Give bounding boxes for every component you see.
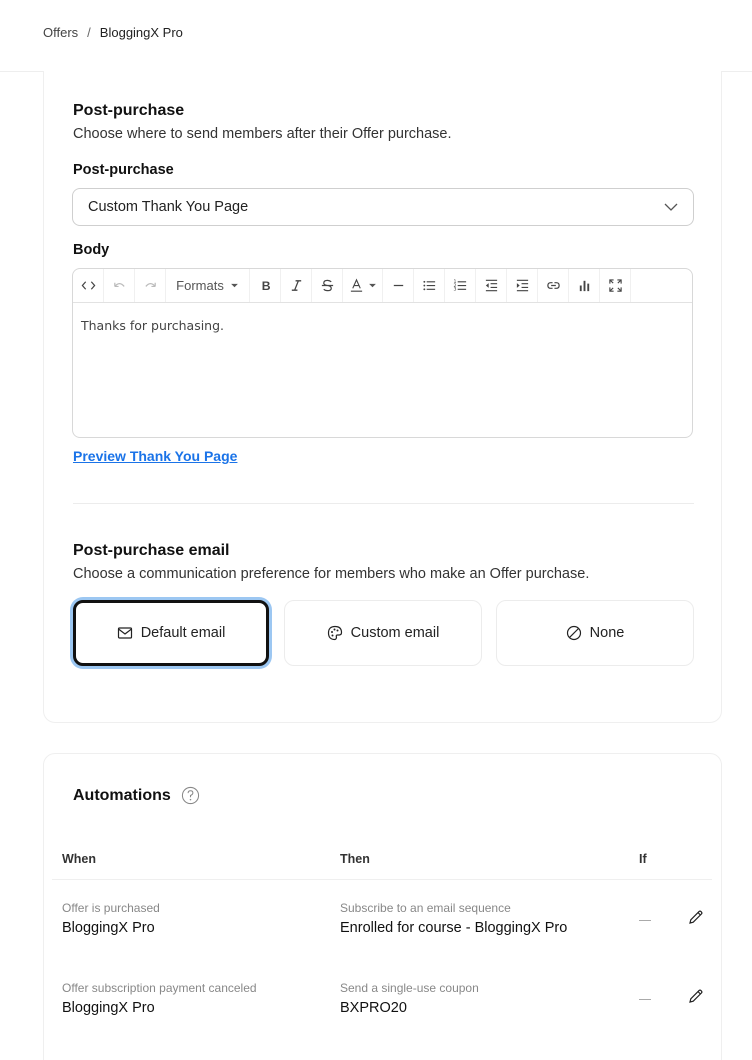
top-bar: [0, 0, 752, 72]
none-email-label: None: [589, 625, 625, 641]
code-icon: [81, 278, 96, 293]
row-if-empty-dash: [639, 920, 651, 921]
chevron-down-icon: [663, 199, 679, 215]
formats-label: Formats: [176, 278, 224, 293]
post-purchase-select-value: Custom Thank You Page: [88, 199, 249, 215]
default-email-option[interactable]: [73, 600, 269, 666]
none-email-option[interactable]: [496, 600, 694, 666]
svg-text:3: 3: [452, 287, 456, 293]
breadcrumb-offers-link[interactable]: Offers: [43, 25, 79, 40]
section-divider: [73, 503, 694, 504]
automations-title: Automations: [73, 786, 171, 804]
table-header-divider: [52, 879, 712, 880]
horizontal-rule-icon: [391, 278, 406, 293]
column-header-then: Then: [340, 852, 370, 866]
indent-icon: [515, 278, 530, 293]
undo-button[interactable]: [104, 269, 135, 302]
automations-title-row: [73, 786, 200, 805]
outdent-button[interactable]: [476, 269, 507, 302]
numbered-list-icon: [453, 278, 468, 293]
column-header-when: When: [62, 852, 97, 866]
row-when-main: BloggingX Pro: [62, 920, 155, 936]
redo-button[interactable]: [135, 269, 166, 302]
caret-down-icon: [230, 281, 239, 290]
svg-text:1: 1: [452, 280, 456, 286]
post-purchase-email-description: Choose a communication preference for members who make an Offer purchase.: [73, 566, 590, 582]
pencil-icon[interactable]: [688, 909, 704, 925]
bar-chart-icon: [577, 278, 592, 293]
breadcrumb: [43, 25, 183, 40]
caret-down-icon: [368, 281, 377, 290]
row-then-sub: Subscribe to an email sequence: [340, 901, 511, 915]
row-when-sub: Offer subscription payment canceled: [62, 981, 257, 995]
default-email-label: Default email: [140, 625, 226, 641]
undo-icon: [112, 278, 127, 293]
bold-icon: [258, 278, 273, 293]
bold-button[interactable]: [250, 269, 281, 302]
mail-icon: [117, 625, 133, 641]
source-code-button[interactable]: [73, 269, 104, 302]
palette-icon: [327, 625, 343, 641]
redo-icon: [143, 278, 158, 293]
post-purchase-description: Choose where to send members after their Offer purchase.: [73, 126, 452, 142]
ban-icon: [566, 625, 582, 641]
outdent-icon: [484, 278, 499, 293]
body-label: Body: [73, 242, 110, 258]
breadcrumb-current: BloggingX Pro: [99, 25, 183, 40]
text-color-button[interactable]: [343, 269, 383, 302]
row-then-sub: Send a single-use coupon: [340, 981, 479, 995]
post-purchase-select-label: Post-purchase: [73, 162, 174, 178]
column-header-if: If: [639, 852, 647, 866]
fullscreen-button[interactable]: [600, 269, 631, 302]
post-purchase-select[interactable]: [72, 188, 694, 226]
editor-body-text: Thanks for purchasing.: [81, 318, 225, 333]
row-when-sub: Offer is purchased: [62, 901, 160, 915]
formats-dropdown[interactable]: [166, 269, 250, 302]
custom-email-label: Custom email: [350, 625, 440, 641]
automations-card: [43, 753, 722, 1060]
italic-button[interactable]: [281, 269, 312, 302]
insert-chart-button[interactable]: [569, 269, 600, 302]
editor-content[interactable]: [73, 303, 692, 348]
post-purchase-email-title: Post-purchase email: [73, 542, 230, 559]
indent-button[interactable]: [507, 269, 538, 302]
preview-thank-you-link[interactable]: Preview Thank You Page: [73, 448, 238, 464]
horizontal-rule-button[interactable]: [383, 269, 414, 302]
row-if-empty-dash: [639, 999, 651, 1000]
strikethrough-button[interactable]: [312, 269, 343, 302]
italic-icon: [289, 278, 304, 293]
insert-link-button[interactable]: [538, 269, 569, 302]
strikethrough-icon: [320, 278, 335, 293]
rich-text-editor: [72, 268, 693, 438]
row-then-main: Enrolled for course - BloggingX Pro: [340, 920, 568, 936]
row-then-main: BXPRO20: [340, 1000, 407, 1016]
text-color-icon: [349, 278, 364, 293]
help-icon[interactable]: [181, 786, 200, 805]
bullet-list-icon: [422, 278, 437, 293]
svg-text:2: 2: [452, 283, 456, 289]
fullscreen-icon: [608, 278, 623, 293]
pencil-icon[interactable]: [688, 988, 704, 1004]
numbered-list-button[interactable]: [445, 269, 476, 302]
breadcrumb-separator: /: [87, 25, 91, 40]
post-purchase-title: Post-purchase: [73, 102, 185, 119]
editor-toolbar: [73, 269, 692, 303]
svg-text:B: B: [261, 279, 271, 293]
custom-email-option[interactable]: [284, 600, 482, 666]
post-purchase-card: [43, 71, 722, 723]
bullet-list-button[interactable]: [414, 269, 445, 302]
row-when-main: BloggingX Pro: [62, 1000, 155, 1016]
link-icon: [546, 278, 561, 293]
